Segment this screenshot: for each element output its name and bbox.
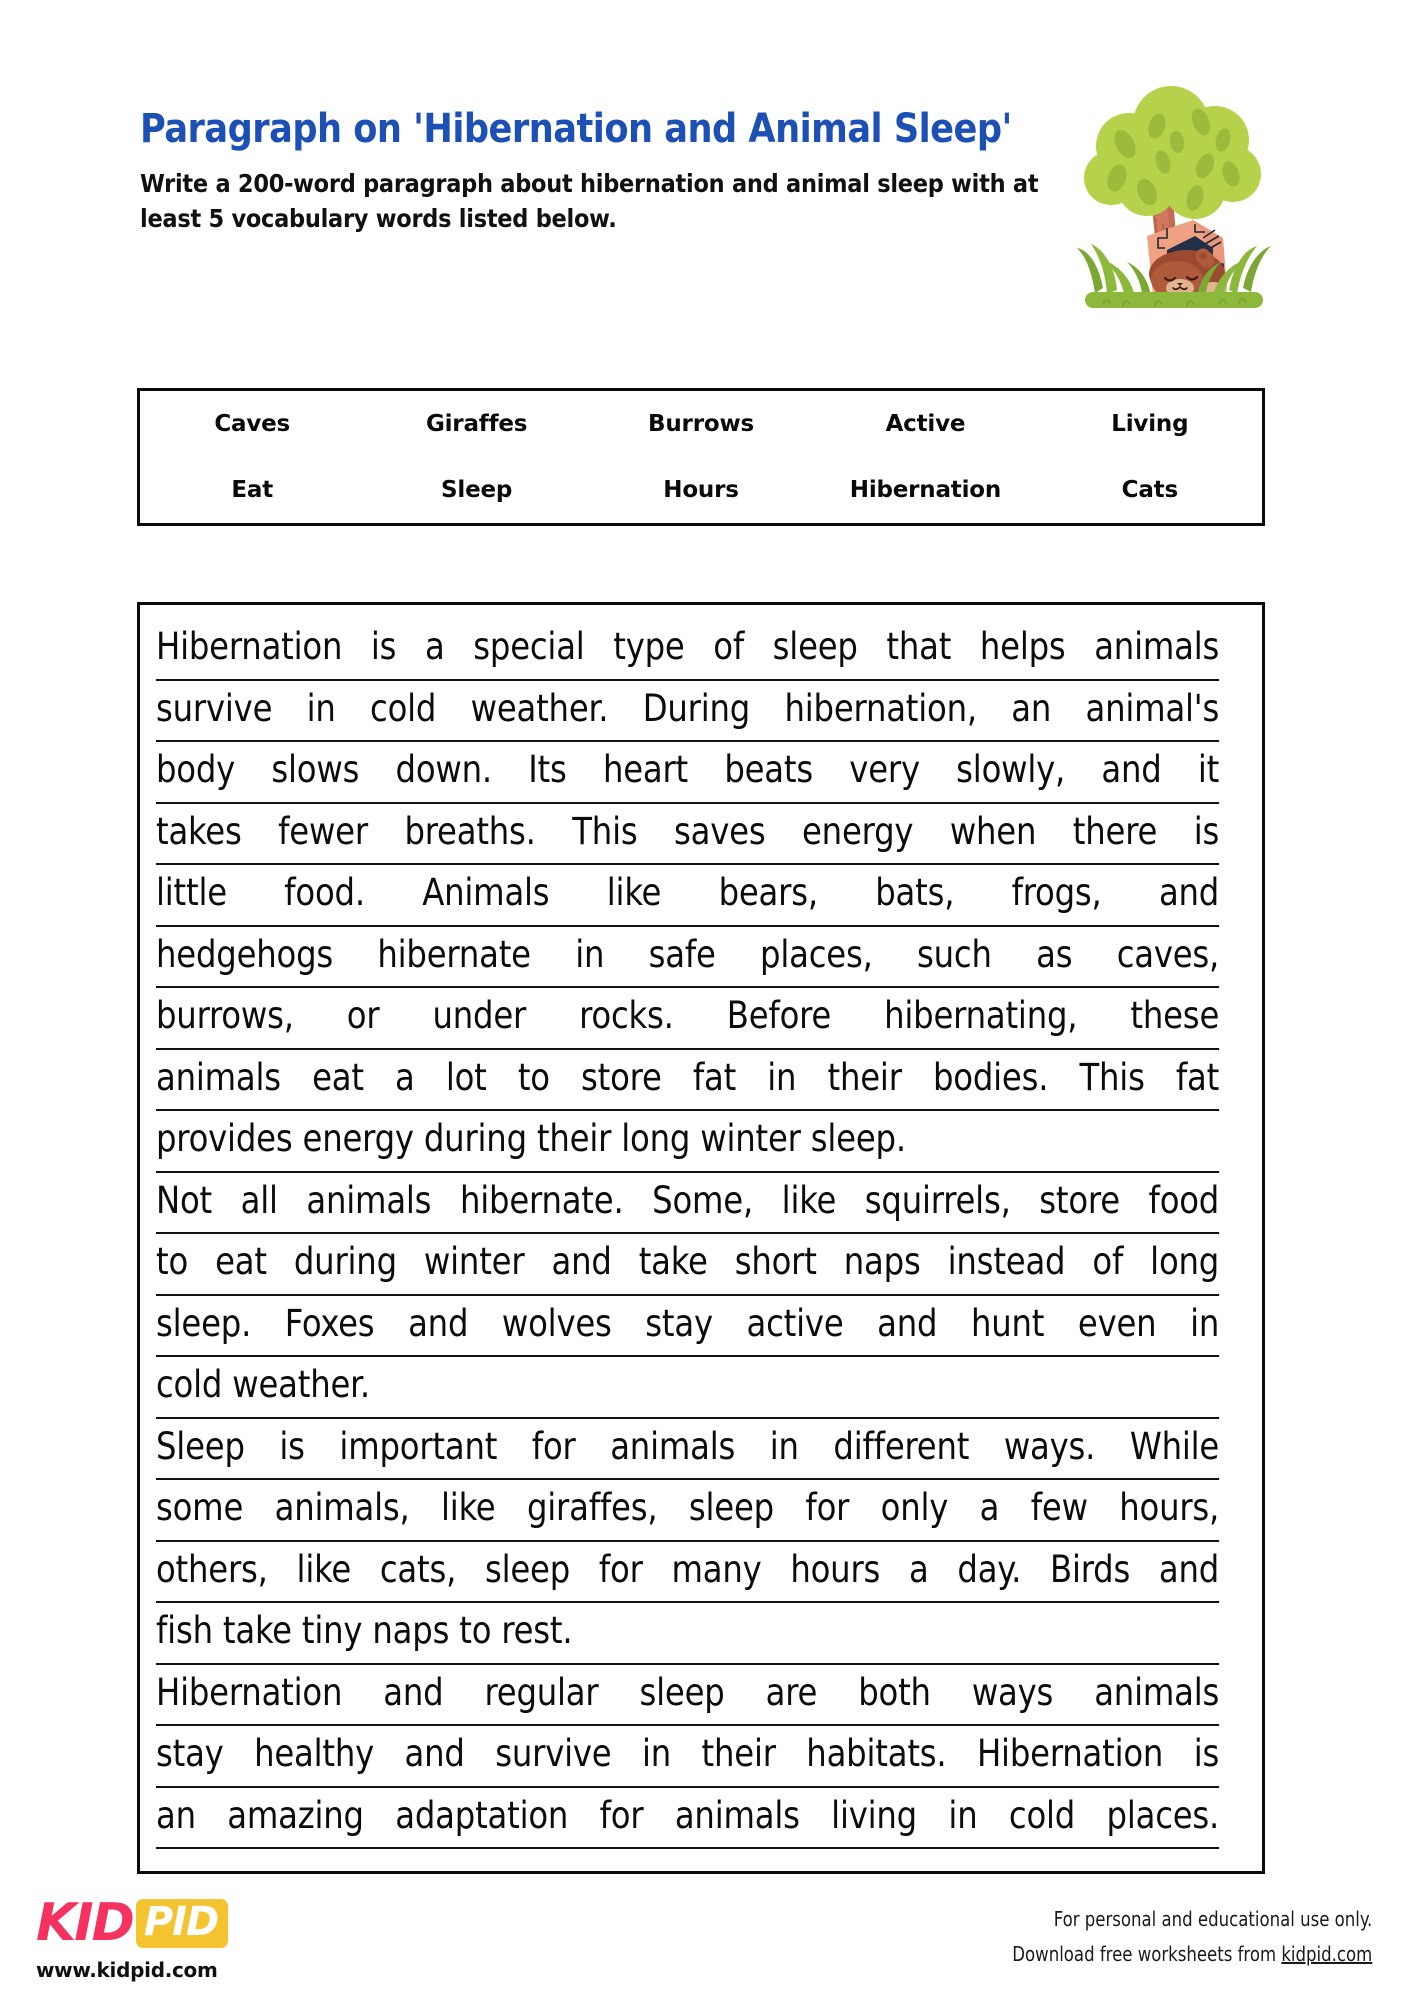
tree-canopy [1084,86,1261,219]
paragraph-line: fish take tiny naps to rest. [156,1603,1219,1665]
paragraph-line: Hibernation is a special type of sleep that helps animals [156,619,1219,681]
page-footer [0,1894,1414,2000]
paragraph-line: stay healthy and survive in their habitats. Hibernation is [156,1726,1219,1788]
vocabulary-word: Caves [214,411,291,437]
footer-notice-line2 [1012,1937,1372,1972]
paragraph-line: provides energy during their long winter sleep. [156,1111,1219,1173]
vocabulary-word: Hibernation [849,477,1002,503]
paragraph-line: Not all animals hibernate. Some, like squirrels, store food [156,1173,1219,1235]
footer-notice-prefix: Download free worksheets from [1012,1942,1282,1966]
logo-mark [36,1894,228,1952]
vocabulary-word: Eat [231,477,274,503]
paragraph-line: an amazing adaptation for animals living in cold places. [156,1788,1219,1850]
paragraph-line: little food. Animals like bears, bats, frogs, and [156,865,1219,927]
vocabulary-row-2 [140,457,1262,523]
vocabulary-word: Giraffes [425,411,528,437]
vocabulary-word: Active [885,411,966,437]
paragraph-line: some animals, like giraffes, sleep for only a few hours, [156,1480,1219,1542]
paragraph-line: body slows down. Its heart beats very slowly, and it [156,742,1219,804]
footer-notice-line1: For personal and educational use only. [1053,1907,1372,1931]
paragraph-answer-box[interactable] [137,602,1265,1874]
paragraph-line: Sleep is important for animals in different ways. While [156,1419,1219,1481]
paragraph-line: to eat during winter and take short naps instead of long [156,1234,1219,1296]
paragraph-line: burrows, or under rocks. Before hibernating, these [156,988,1219,1050]
worksheet-header [140,105,1060,237]
vocabulary-word: Burrows [648,411,754,437]
logo-kid-text: KID [36,1893,133,1953]
vocabulary-word: Hours [663,477,739,503]
paragraph-line: sleep. Foxes and wolves stay active and hunt even in [156,1296,1219,1358]
instructions-text: Write a 200-word paragraph about hibernation and animal sleep with at least 5 vocabulary words listed below. [140,168,1039,234]
footer-notice [1012,1902,1372,1972]
vocabulary-row-1 [140,391,1262,457]
paragraph-line: survive in cold weather. During hibernation, an animal's [156,681,1219,743]
logo-website-url: www.kidpid.com [36,1958,218,1982]
vocabulary-word-box [137,388,1265,526]
page-title: Paragraph on 'Hibernation and Animal Sleep' [140,106,1012,152]
logo-pid-badge: PID [136,1899,228,1948]
paragraph-line: hedgehogs hibernate in safe places, such as caves, [156,927,1219,989]
kidpid-logo[interactable] [36,1894,228,1982]
vocabulary-word: Sleep [441,477,513,503]
paragraph-line: others, like cats, sleep for many hours a day. Birds and [156,1542,1219,1604]
vocabulary-word: Cats [1121,477,1178,503]
vocabulary-word: Living [1111,411,1189,437]
paragraph-line: takes fewer breaths. This saves energy when there is [156,804,1219,866]
paragraph-line: Hibernation and regular sleep are both ways animals [156,1665,1219,1727]
kidpid-link[interactable]: kidpid.com [1281,1942,1372,1966]
paragraph-line: animals eat a lot to store fat in their bodies. This fat [156,1050,1219,1112]
hibernating-bear-illustration [1055,78,1290,313]
paragraph-line: cold weather. [156,1357,1219,1419]
